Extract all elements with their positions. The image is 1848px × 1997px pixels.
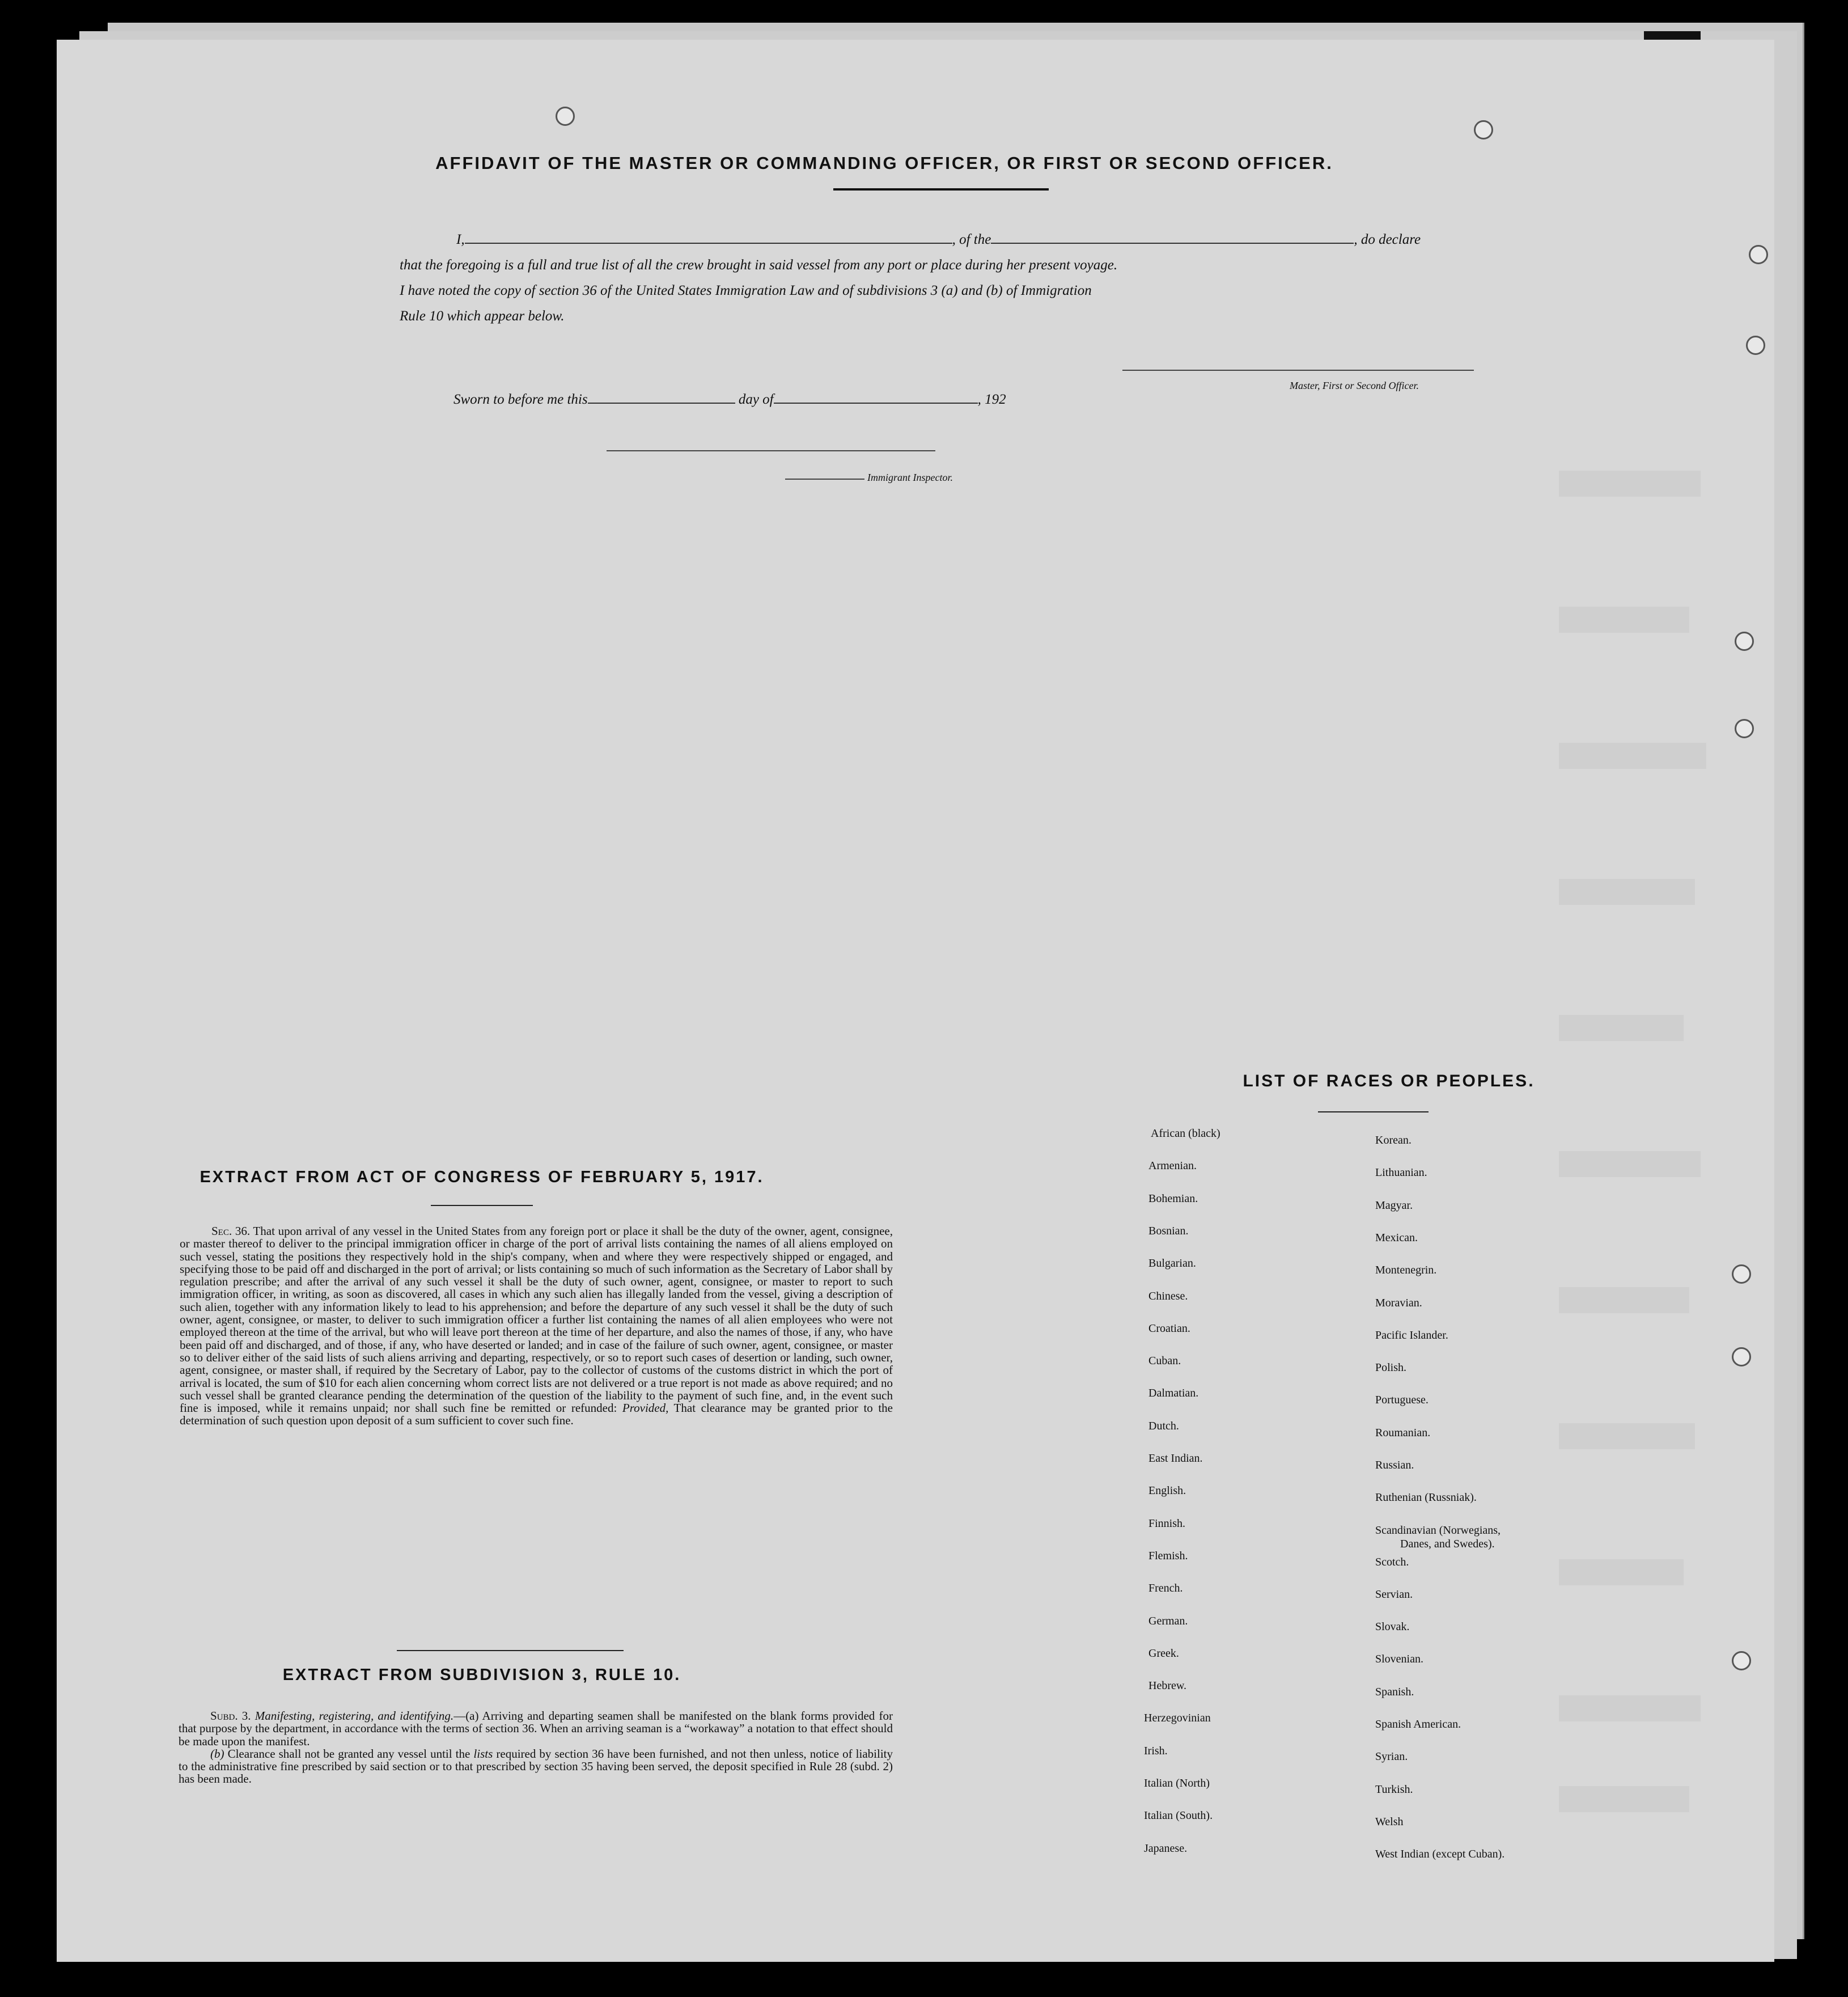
race-item: Moravian.	[1375, 1297, 1422, 1309]
month-blank[interactable]	[774, 397, 978, 404]
para-a-text: —(a) Arriving and departing seamen shall be manifested on the blank forms provided for that purpose by the department, in accordance with the terms of section 36. When an arriving seaman is a “workaway” a notation to that effect should be made upon the manifest.	[179, 1709, 893, 1748]
race-item: Ruthenian (Russniak).	[1375, 1491, 1477, 1504]
bleed-through-line	[1559, 1015, 1684, 1041]
race-item: Finnish.	[1148, 1517, 1186, 1530]
race-item: Italian (South).	[1144, 1809, 1213, 1822]
bleed-through-line	[1559, 607, 1689, 633]
punch-hole-icon	[556, 107, 575, 126]
race-item: Lithuanian.	[1375, 1166, 1427, 1179]
bleed-through-line	[1559, 1695, 1701, 1721]
punch-hole-icon	[1735, 632, 1754, 651]
race-item: Montenegrin.	[1375, 1264, 1437, 1276]
race-item: Dutch.	[1148, 1420, 1179, 1432]
act-extract-title: EXTRACT FROM ACT OF CONGRESS OF FEBRUARY 5, 1917.	[200, 1168, 764, 1186]
race-item: Magyar.	[1375, 1199, 1413, 1212]
title-rule	[833, 188, 1049, 191]
race-item: Welsh	[1375, 1816, 1404, 1828]
race-item: Japanese.	[1144, 1842, 1188, 1855]
race-item: German.	[1148, 1615, 1188, 1627]
race-item: Cuban.	[1148, 1355, 1181, 1367]
declaration-line-3: I have noted the copy of section 36 of the United States Immigration Law and of subdivisions 3 (a) and (b) of Immigration	[400, 283, 1092, 298]
race-item: Scotch.	[1375, 1556, 1409, 1568]
race-item: Danes, and Swedes).	[1400, 1538, 1495, 1550]
race-item: Armenian.	[1148, 1160, 1197, 1172]
declaration-line-1	[456, 227, 1421, 252]
race-item: Flemish.	[1148, 1550, 1188, 1562]
bleed-through-line	[1559, 879, 1695, 905]
punch-hole-icon	[1735, 719, 1754, 738]
race-item: Dalmatian.	[1148, 1387, 1199, 1399]
document-page	[57, 40, 1774, 1962]
punch-hole-icon	[1474, 120, 1493, 139]
bleed-through-line	[1559, 743, 1706, 769]
bleed-through-line	[1559, 1151, 1701, 1177]
punch-hole-icon	[1732, 1347, 1751, 1366]
para-b-lists: lists	[473, 1746, 493, 1761]
punch-hole-icon	[1732, 1651, 1751, 1670]
race-item: Russian.	[1375, 1459, 1414, 1471]
race-item: Bohemian.	[1148, 1192, 1198, 1205]
race-item: West Indian (except Cuban).	[1375, 1848, 1505, 1860]
subd-heading: Manifesting, registering, and identifying.	[255, 1709, 454, 1723]
punch-hole-icon	[1732, 1264, 1751, 1284]
inspector-signature-line[interactable]	[607, 450, 935, 451]
race-item: East Indian.	[1148, 1452, 1203, 1465]
master-signature-line[interactable]	[1122, 370, 1474, 371]
race-item: Polish.	[1375, 1361, 1407, 1374]
act-title-rule	[431, 1205, 533, 1206]
race-item: French.	[1148, 1582, 1183, 1594]
races-title-rule	[1318, 1111, 1429, 1112]
punch-hole-icon	[1749, 245, 1768, 264]
race-item: Mexican.	[1375, 1232, 1418, 1244]
day-blank[interactable]	[588, 397, 735, 404]
race-item: Roumanian.	[1375, 1427, 1431, 1439]
race-item: Servian.	[1375, 1588, 1413, 1601]
rule-extract-title: EXTRACT FROM SUBDIVISION 3, RULE 10.	[282, 1666, 681, 1684]
rule-para-a	[179, 1710, 893, 1748]
declaration-i: I,	[456, 232, 465, 247]
subd-label: Subd. 3.	[210, 1709, 251, 1723]
race-item: English.	[1148, 1484, 1186, 1497]
race-item: Italian (North)	[1144, 1777, 1210, 1789]
declaration-of-the: , of the	[952, 232, 991, 247]
proviso-text: That clearance may be granted prior to the determination of such question upon deposit of a sum sufficient to cover such fine.	[180, 1401, 893, 1428]
race-item: Spanish.	[1375, 1686, 1414, 1698]
race-item: Korean.	[1375, 1134, 1412, 1146]
rule-extract-text	[179, 1710, 893, 1786]
section-label: Sec. 36.	[211, 1224, 251, 1238]
vessel-blank[interactable]	[991, 237, 1354, 244]
declaration-do-declare: , do declare	[1354, 232, 1421, 247]
race-item: Irish.	[1144, 1745, 1168, 1757]
bleed-through-line	[1559, 1287, 1689, 1313]
race-item: Syrian.	[1375, 1750, 1408, 1763]
master-caption: Master, First or Second Officer.	[1290, 380, 1419, 391]
declaration-line-4: Rule 10 which appear below.	[400, 308, 565, 324]
bleed-through-line	[1559, 1559, 1684, 1585]
race-item: Greek.	[1148, 1647, 1179, 1660]
para-b-text-1: Clearance shall not be granted any vessel until the	[227, 1746, 471, 1761]
affidavit-title: AFFIDAVIT OF THE MASTER OR COMMANDING OFFICER, OR FIRST OR SECOND OFFICER.	[435, 153, 1333, 173]
section-36-text: That upon arrival of any vessel in the United States from any foreign port or place it shall be the duty of the owner, agent, consignee, or master thereof to deliver to the principal immigration officer in charge of the port of arrival lists containing the names of all aliens employed on such vessel, stating the positions they respectively hold in the ship's company, when and where they were respectively shipped or engaged, and specifying those to be paid off and discharged in the port of arrival; or lists containing so much of such information as the Secretary of Labor shall by regulation prescribe; and after the arrival of any such vessel it shall be the duty of such owner, agent, consignee, or master to report to such immigration officer, in writing, as soon as discovered, all cases in which any such alien has illegally landed from the vessel, giving a description of such alien, together with any information likely to lead to his apprehension; and before the departure of any such vessel it shall be the duty of such owner, agent, consignee, or master, to deliver to such immigration officer a further list containing the names of all alien employees who were not employed thereon at the time of the arrival, but who will leave port thereon at the time of her departure, and also the names of those, if any, who have been paid off and discharged, and of those, if any, who have deserted or landed; and in case of the failure of such owner, agent, consignee, or master so to deliver either of the said lists of such aliens arriving and departing, respectively, or so to report such cases of desertion or landing, such owner, agent, consignee, or master shall, if required by the Secretary of Labor, pay to the collector of customs of the customs district in which the port of arrival is located, the sum of $10 for each alien concerning whom correct lists are not delivered or a true report is not made as above required; and no such vessel shall be granted clearance pending the determination of the question of the liability to the payment of such fine, and, in the event such fine is imposed, while it remains unpaid; nor shall such fine be remitted or refunded:	[180, 1224, 893, 1415]
act-extract-text	[180, 1225, 893, 1427]
bleed-through-line	[1559, 1786, 1689, 1812]
bleed-through-line	[1559, 1423, 1695, 1449]
race-item: African (black)	[1151, 1127, 1220, 1140]
race-item: Herzegovinian	[1144, 1712, 1211, 1724]
inspector-short-line	[785, 479, 864, 480]
race-item: Chinese.	[1148, 1290, 1188, 1302]
proviso-word: Provided,	[622, 1401, 669, 1415]
race-item: Slovenian.	[1375, 1653, 1423, 1665]
race-item: Bulgarian.	[1148, 1257, 1196, 1270]
para-b-text-2: required by section 36 have been furnished, and not then unless, notice of liability to the administrative fine prescribed by said section or to that prescribed by section 35 having been served, the deposit specified in Rule 28 (subd. 2) has been made.	[179, 1746, 893, 1786]
races-title: LIST OF RACES OR PEOPLES.	[1243, 1072, 1535, 1090]
inspector-caption: Immigrant Inspector.	[867, 472, 953, 483]
rule-top-rule	[397, 1650, 624, 1651]
punch-hole-icon	[1746, 336, 1765, 355]
sworn-year: , 192	[977, 392, 1006, 407]
race-item: Portuguese.	[1375, 1394, 1429, 1406]
race-item: Turkish.	[1375, 1783, 1413, 1796]
race-item: Bosnian.	[1148, 1225, 1189, 1237]
race-item: Pacific Islander.	[1375, 1329, 1448, 1342]
sworn-text: Sworn to before me this	[453, 392, 588, 407]
race-item: Croatian.	[1148, 1322, 1190, 1335]
race-item: Spanish American.	[1375, 1718, 1461, 1731]
race-item: Slovak.	[1375, 1621, 1410, 1633]
declaration-line-2: that the foregoing is a full and true list of all the crew brought in said vessel from any port or place during her present voyage.	[400, 257, 1118, 273]
bleed-through-line	[1559, 471, 1701, 497]
race-item: Scandinavian (Norwegians,	[1375, 1524, 1501, 1537]
rule-para-b	[179, 1748, 893, 1786]
sworn-day-of: day of	[738, 392, 774, 407]
race-item: Hebrew.	[1148, 1679, 1187, 1692]
sworn-line	[453, 387, 1006, 412]
para-b-label: (b)	[210, 1746, 224, 1761]
name-blank[interactable]	[465, 237, 952, 244]
